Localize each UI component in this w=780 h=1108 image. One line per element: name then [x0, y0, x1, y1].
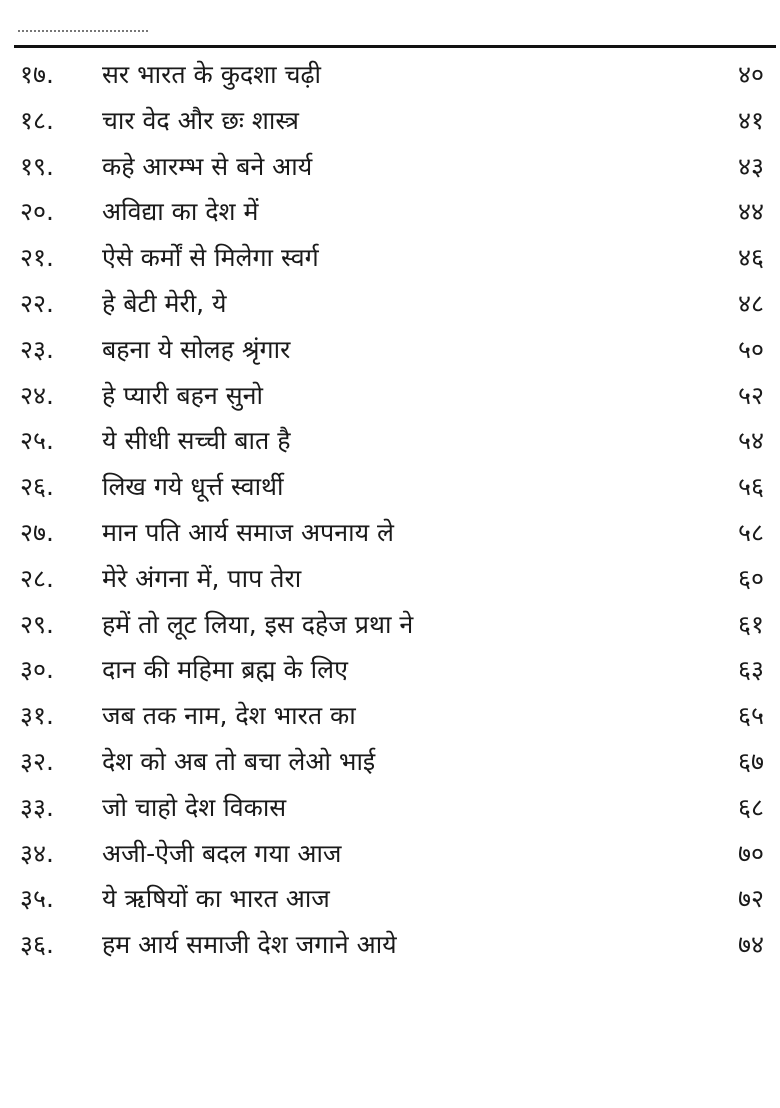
entry-page-number: ७० [737, 838, 764, 868]
header-rule [14, 45, 776, 48]
entry-title: बहना ये सोलह श्रृंगार [102, 334, 291, 364]
toc-entry [0, 602, 780, 648]
entry-page-number: ४६ [737, 243, 764, 273]
toc-entry [0, 510, 780, 556]
entry-title: हे बेटी मेरी, ये [102, 288, 227, 318]
entry-page-number: ६० [737, 563, 764, 593]
entry-page-number: ४१ [737, 105, 764, 135]
running-header-faint [18, 30, 148, 38]
toc-entry [0, 556, 780, 602]
entry-page-number: ५० [737, 334, 764, 364]
entry-title: जो चाहो देश विकास [102, 792, 287, 822]
entry-number: १९. [20, 151, 54, 181]
toc-entry [0, 52, 780, 98]
entry-page-number: ५६ [737, 472, 764, 502]
entry-title: ऐसे कर्मों से मिलेगा स्वर्ग [102, 243, 319, 273]
toc-entry [0, 418, 780, 464]
entry-number: २७. [20, 517, 54, 547]
entry-title: हे प्यारी बहन सुनो [102, 380, 263, 410]
entry-page-number: ६८ [737, 792, 764, 822]
toc-entry [0, 464, 780, 510]
entry-page-number: ६३ [737, 655, 764, 685]
entry-number: २१. [20, 243, 54, 273]
toc-entry [0, 327, 780, 373]
toc-entry [0, 189, 780, 235]
entry-number: २५. [20, 426, 54, 456]
entry-number: २६. [20, 472, 54, 502]
entry-number: १७. [20, 60, 54, 89]
entry-number: २८. [20, 563, 54, 593]
toc-entry [0, 739, 780, 785]
entry-page-number: ५८ [737, 517, 764, 547]
entry-number: ३३. [20, 792, 54, 822]
entry-title: हमें तो लूट लिया, इस दहेज प्रथा ने [102, 609, 414, 639]
entry-title: मेरे अंगना में, पाप तेरा [102, 563, 302, 593]
toc-entry [0, 98, 780, 144]
entry-page-number: ४३ [737, 151, 764, 181]
entry-page-number: ६१ [737, 609, 764, 639]
toc-entry [0, 831, 780, 877]
entry-number: १८. [20, 105, 54, 135]
entry-number: २३. [20, 334, 54, 364]
entry-page-number: ५४ [737, 426, 764, 456]
entry-title: देश को अब तो बचा लेओ भाई [102, 746, 376, 776]
toc-entry [0, 235, 780, 281]
toc-entry [0, 693, 780, 739]
entry-title: हम आर्य समाजी देश जगाने आये [102, 930, 397, 960]
entry-number: ३०. [20, 655, 54, 685]
entry-page-number: ७४ [737, 930, 764, 960]
entry-page-number: ७२ [737, 884, 764, 914]
toc-entry [0, 785, 780, 831]
entry-number: २०. [20, 197, 54, 227]
toc-entry [0, 144, 780, 190]
entry-title: जब तक नाम, देश भारत का [102, 701, 356, 731]
entry-number: २९. [20, 609, 54, 639]
entry-title: मान पति आर्य समाज अपनाय ले [102, 517, 394, 547]
entry-title: लिख गये धूर्त्त स्वार्थी [102, 472, 284, 502]
toc-entry [0, 647, 780, 693]
table-of-contents [0, 52, 780, 968]
entry-number: ३४. [20, 838, 54, 868]
toc-entry [0, 373, 780, 419]
entry-number: २२. [20, 288, 54, 318]
entry-title: दान की महिमा ब्रह्म के लिए [102, 655, 348, 685]
entry-title: चार वेद और छः शास्त्र [102, 105, 299, 135]
entry-page-number: ४४ [737, 197, 764, 227]
toc-entry [0, 281, 780, 327]
toc-entry [0, 922, 780, 968]
entry-page-number: ६५ [737, 701, 764, 731]
entry-number: ३५. [20, 884, 54, 914]
toc-entry [0, 876, 780, 922]
entry-page-number: ४० [737, 60, 764, 89]
entry-title: सर भारत के कुदशा चढ़ी [102, 60, 322, 89]
entry-number: ३६. [20, 930, 54, 960]
entry-title: अजी-ऐजी बदल गया आज [102, 838, 342, 868]
entry-title: कहे आरम्भ से बने आर्य [102, 151, 313, 181]
entry-title: अविद्या का देश में [102, 197, 259, 227]
entry-title: ये सीधी सच्ची बात है [102, 426, 291, 456]
entry-page-number: ६७ [737, 746, 764, 776]
entry-page-number: ४८ [737, 288, 764, 318]
entry-title: ये ऋषियों का भारत आज [102, 884, 330, 914]
entry-number: ३२. [20, 746, 54, 776]
entry-number: २४. [20, 380, 54, 410]
entry-page-number: ५२ [737, 380, 764, 410]
entry-number: ३१. [20, 701, 54, 731]
